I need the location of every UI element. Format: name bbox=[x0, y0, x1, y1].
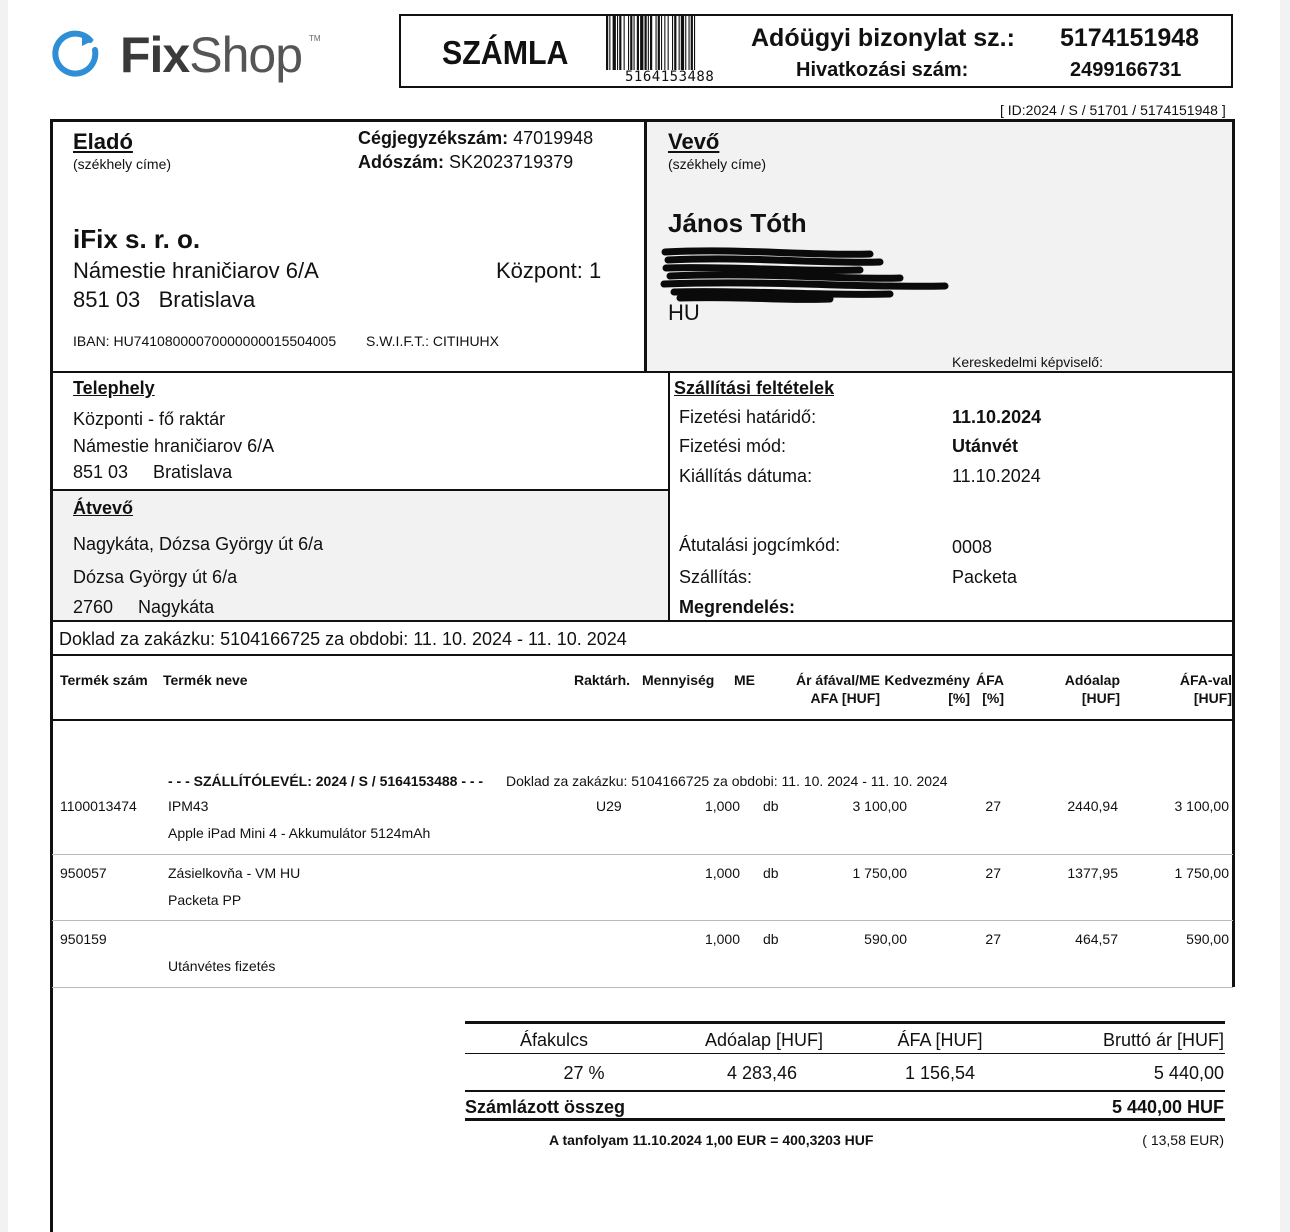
summary-mid-rule bbox=[465, 1090, 1225, 1092]
row-unit: db bbox=[763, 798, 779, 814]
recipient-title: Átvevő bbox=[73, 498, 134, 518]
shipping-label: Szállítás: bbox=[679, 567, 753, 587]
payment-method-label: Fizetési mód: bbox=[679, 436, 787, 456]
shipping-value: Packeta bbox=[952, 567, 1018, 587]
summary-gross-header: Bruttó ár [HUF] bbox=[1102, 1030, 1224, 1050]
divider-row2 bbox=[50, 371, 1235, 373]
col-unit: ME bbox=[734, 672, 755, 688]
reference-number: 2499166731 bbox=[1070, 59, 1182, 81]
due-date-value: 11.10.2024 bbox=[952, 407, 1042, 427]
sales-rep-label: Kereskedelmi képviselő: bbox=[952, 354, 1103, 370]
divider-table-head bbox=[50, 654, 1235, 656]
buyer-title: Vevő bbox=[668, 129, 720, 154]
row-vat: 27 bbox=[985, 931, 1001, 947]
barcode bbox=[606, 16, 748, 70]
delivery-order: Doklad za zakázku: 5104166725 za obdobi: 11. 10. 2024 - 11. 10. 2024 bbox=[506, 773, 948, 789]
row-location: U29 bbox=[596, 798, 622, 814]
col-gross: ÁFA-val [HUF] bbox=[1179, 672, 1232, 706]
reference-label: Hivatkozási szám: bbox=[796, 59, 969, 81]
col-product-name: Termék neve bbox=[163, 672, 248, 688]
divider-site-recipient bbox=[50, 489, 669, 491]
row-gross: 590,00 bbox=[1186, 931, 1229, 947]
invoice-total-value: 5 440,00 HUF bbox=[1111, 1097, 1224, 1117]
buyer-subtitle: (székhely címe) bbox=[668, 156, 767, 172]
row-price: 590,00 bbox=[864, 931, 907, 947]
divider-site-terms bbox=[668, 371, 670, 622]
site-line2: Námestie hraničiarov 6/A bbox=[73, 436, 275, 456]
seller-name: iFix s. r. o. bbox=[73, 224, 201, 254]
row-number: 950057 bbox=[60, 865, 107, 881]
delivery-note: - - - SZÁLLÍTÓLEVÉL: 2024 / S / 5164153488 - - - bbox=[168, 773, 484, 789]
document-id: [ ID:2024 / S / 51701 / 5174151948 ] bbox=[1000, 102, 1226, 118]
row-description: Packeta PP bbox=[168, 892, 242, 908]
issue-date-label: Kiállítás dátuma: bbox=[679, 466, 813, 486]
col-product-number: Termék szám bbox=[60, 672, 148, 688]
terms-title: Szállítási feltételek bbox=[674, 378, 835, 398]
row-vat: 27 bbox=[985, 865, 1001, 881]
due-date-label: Fizetési határidő: bbox=[679, 407, 817, 427]
summary-rate: 27 % bbox=[563, 1063, 605, 1083]
summary-rate-header: Áfakulcs bbox=[519, 1030, 589, 1050]
exchange-rate: A tanfolyam 11.10.2024 1,00 EUR = 400,3203 HUF bbox=[549, 1132, 874, 1148]
recipient-line2: Dózsa György út 6/a bbox=[73, 567, 238, 587]
seller-tax: Adószám: SK2023719379 bbox=[358, 152, 574, 172]
col-discount: Kedvezmény [%] bbox=[884, 672, 970, 706]
order-label: Megrendelés: bbox=[679, 597, 796, 617]
summary-base: 4 283,46 bbox=[726, 1063, 798, 1083]
row-divider bbox=[52, 987, 1233, 988]
trademark: TM bbox=[309, 34, 321, 43]
row-gross: 3 100,00 bbox=[1174, 798, 1229, 814]
row-base: 1377,95 bbox=[1067, 865, 1118, 881]
recipient-line3: 2760 Nagykáta bbox=[73, 597, 215, 617]
invoice-total-label: Számlázott összeg bbox=[465, 1097, 626, 1117]
row-price: 3 100,00 bbox=[852, 798, 907, 814]
divider-order bbox=[50, 620, 1235, 622]
transfer-code-value: 0008 bbox=[952, 537, 993, 557]
order-period: Doklad za zakázku: 5104166725 za obdobi: 11. 10. 2024 - 11. 10. 2024 bbox=[59, 629, 627, 649]
tax-doc-number: 5174151948 bbox=[1060, 24, 1200, 52]
row-unit: db bbox=[763, 865, 779, 881]
divider-table-body bbox=[50, 719, 1235, 721]
document-type: SZÁMLA bbox=[442, 34, 569, 71]
row-price: 1 750,00 bbox=[852, 865, 907, 881]
summary-vat: 1 156,54 bbox=[904, 1063, 976, 1083]
summary-vat-header: ÁFA [HUF] bbox=[897, 1030, 983, 1050]
row-gross: 1 750,00 bbox=[1174, 865, 1229, 881]
payment-method-value: Utánvét bbox=[952, 436, 1019, 456]
frame-top bbox=[50, 119, 1235, 122]
seller-reg: Cégjegyzékszám: 47019948 bbox=[358, 128, 594, 148]
barcode-number: 5164153488 bbox=[625, 69, 715, 85]
col-quantity: Mennyiség bbox=[642, 672, 715, 688]
eur-amount: ( 13,58 EUR) bbox=[1142, 1132, 1224, 1148]
row-number: 1100013474 bbox=[60, 798, 137, 814]
summary-base-header: Adóalap [HUF] bbox=[704, 1030, 824, 1050]
fixshop-logo-icon bbox=[50, 28, 102, 80]
redaction-scribble bbox=[660, 246, 960, 306]
col-location: Raktárh. bbox=[574, 672, 631, 688]
transfer-code-label: Átutalási jogcímkód: bbox=[679, 535, 841, 555]
row-divider bbox=[52, 920, 1233, 921]
buyer-name: János Tóth bbox=[668, 208, 807, 238]
site-line3: 851 03 Bratislava bbox=[73, 462, 233, 482]
summary-head-rule bbox=[465, 1053, 1225, 1054]
summary-bottom-rule bbox=[465, 1118, 1225, 1121]
col-vat-rate: ÁFA [%] bbox=[976, 672, 1004, 706]
issue-date-value: 11.10.2024 bbox=[952, 466, 1041, 486]
row-quantity: 1,000 bbox=[704, 931, 740, 947]
buyer-country: HU bbox=[668, 300, 700, 325]
row-base: 2440,94 bbox=[1067, 798, 1118, 814]
seller-title: Eladó bbox=[73, 129, 133, 154]
col-price: Ár áfával/ME AFA [HUF] bbox=[795, 672, 880, 706]
seller-iban: IBAN: HU74108000070000000015504005 bbox=[73, 333, 337, 349]
row-vat: 27 bbox=[985, 798, 1001, 814]
summary-gross: 5 440,00 bbox=[1153, 1063, 1224, 1083]
row-base: 464,57 bbox=[1075, 931, 1118, 947]
row-divider bbox=[52, 854, 1233, 855]
summary-top-rule bbox=[465, 1021, 1225, 1024]
row-code: Zásielkovňa - VM HU bbox=[168, 865, 301, 881]
site-title: Telephely bbox=[73, 378, 155, 398]
seller-city: 851 03 Bratislava bbox=[73, 287, 256, 312]
row-quantity: 1,000 bbox=[704, 798, 740, 814]
row-description: Utánvétes fizetés bbox=[168, 958, 276, 974]
site-line1: Központi - fő raktár bbox=[73, 409, 226, 429]
recipient-line1: Nagykáta, Dózsa György út 6/a bbox=[73, 534, 324, 554]
row-description: Apple iPad Mini 4 - Akkumulátor 5124mAh bbox=[168, 825, 431, 841]
seller-center: Központ: 1 bbox=[496, 258, 602, 283]
row-number: 950159 bbox=[60, 931, 107, 947]
frame-left bbox=[50, 119, 53, 1232]
seller-subtitle: (székhely címe) bbox=[73, 156, 172, 172]
seller-swift: S.W.I.F.T.: CITIHUHX bbox=[366, 333, 500, 349]
col-tax-base: Adóalap [HUF] bbox=[1064, 672, 1120, 706]
row-unit: db bbox=[763, 931, 779, 947]
row-quantity: 1,000 bbox=[704, 865, 740, 881]
tax-doc-label: Adóügyi bizonylat sz.: bbox=[751, 24, 1015, 52]
seller-street: Námestie hraničiarov 6/A bbox=[73, 258, 319, 283]
frame-right bbox=[1232, 119, 1235, 987]
brand-logo: FixShop bbox=[120, 27, 303, 83]
row-code: IPM43 bbox=[168, 798, 209, 814]
divider-seller-buyer bbox=[644, 119, 647, 373]
